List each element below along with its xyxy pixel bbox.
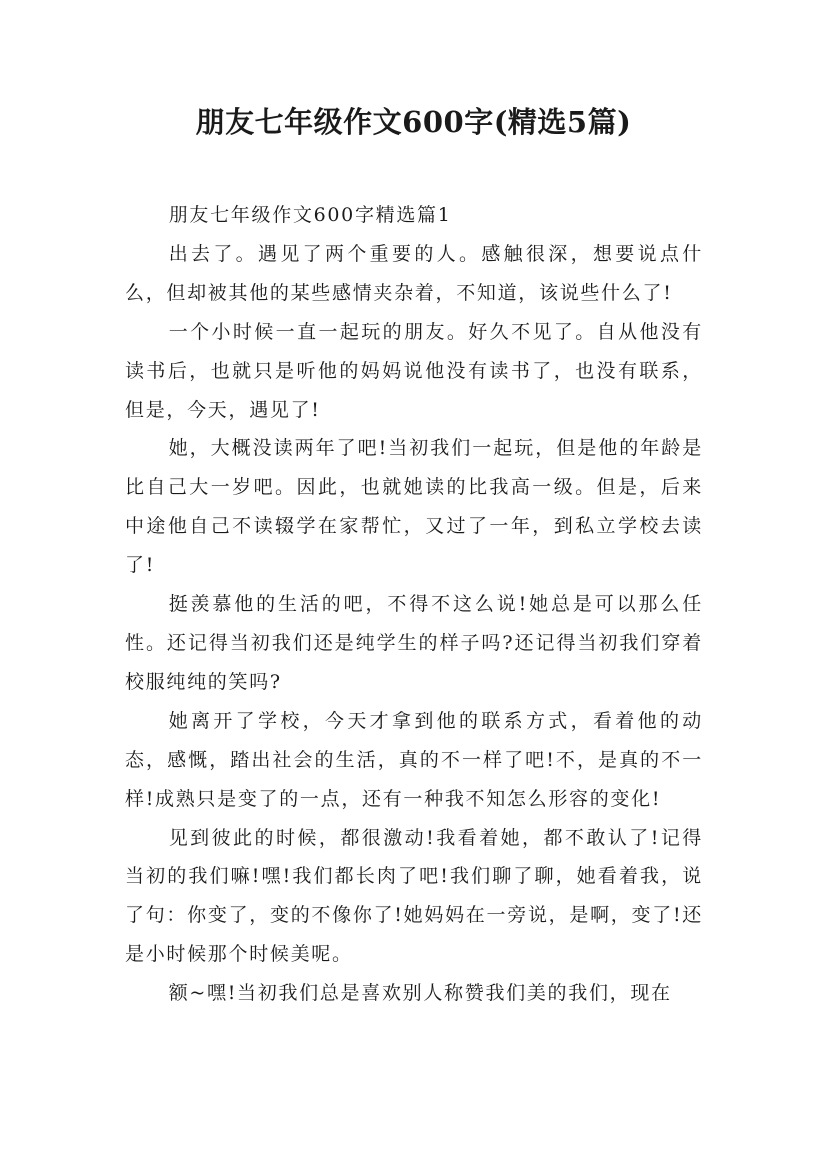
paragraph: 挺羡慕他的生活的吧，不得不这么说!她总是可以那么任性。还记得当初我们还是纯学生的样子吗?还记得当初我们穿着校服纯纯的笑吗? xyxy=(125,593,703,693)
document-title: 朋友七年级作文600字(精选5篇) xyxy=(195,105,632,139)
paragraph: 她离开了学校，今天才拿到他的联系方式，看着他的动态，感慨，踏出社会的生活，真的不一样了吧!不，是真的不一样!成熟只是变了的一点，还有一种我不知怎么形容的变化! xyxy=(125,709,703,810)
section-heading: 朋友七年级作文600字精选篇1 xyxy=(168,204,452,226)
paragraph: 她，大概没读两年了吧!当初我们一起玩，但是他的年龄是比自己大一岁吧。因此，也就她读的比我高一级。但是，后来中途他自己不读辍学在家帮忙，又过了一年，到私立学校去读了! xyxy=(125,437,703,577)
paragraph: 出去了。遇见了两个重要的人。感触很深，想要说点什么，但却被其他的某些感情夹杂着，不知道，该说些什么了! xyxy=(125,242,703,304)
paragraph: 见到彼此的时候，都很激动!我看着她，都不敢认了!记得当初的我们嘛!嘿!我们都长肉了吧!我们聊了聊，她看着我，说了句：你变了，变的不像你了!她妈妈在一旁说，是啊，变了!还是小时候那个时候美呢。 xyxy=(125,826,703,966)
paragraph: 额~嘿!当初我们总是喜欢别人称赞我们美的我们，现在 xyxy=(168,982,672,1005)
paragraph: 一个小时候一直一起玩的朋友。好久不见了。自从他没有读书后，也就只是听他的妈妈说他没有读书了，也没有联系，但是，今天，遇见了! xyxy=(125,320,703,421)
document-body xyxy=(125,196,703,1013)
